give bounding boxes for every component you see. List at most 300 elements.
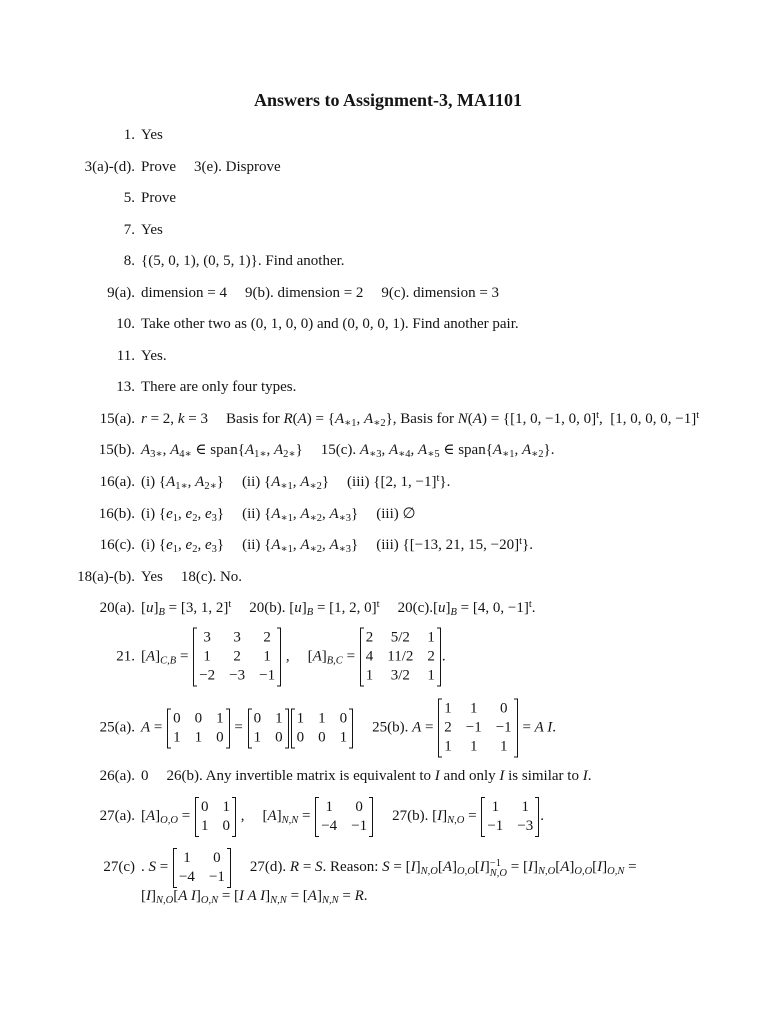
answer-label: 16(a). — [99, 474, 135, 490]
superscript: t — [376, 599, 380, 610]
math-text: ∈ span{ — [439, 442, 493, 458]
math-italic: S — [315, 859, 323, 876]
answer-part — [242, 537, 358, 553]
math-italic: A — [418, 442, 428, 458]
answer-label: 25(a). — [99, 719, 135, 736]
superscript: t — [528, 599, 532, 610]
answer-part — [141, 506, 224, 522]
answer-label: 10. — [116, 316, 135, 332]
answer-row — [20, 599, 536, 617]
math-text: is similar to — [504, 768, 583, 784]
matrix-cell: 0 — [339, 710, 348, 726]
matrix — [173, 848, 231, 888]
subscript: ∗2 — [309, 544, 322, 555]
math-text: , — [514, 442, 522, 458]
answer-part — [141, 569, 163, 585]
subscript: ∗2 — [531, 449, 544, 460]
math-italic: A — [141, 719, 151, 736]
matrix-cell: 5/2 — [390, 629, 410, 646]
math-text: 18(c). No. — [180, 569, 243, 585]
matrix-cell: −2 — [199, 667, 216, 684]
math-italic: I — [410, 859, 416, 876]
answer-row — [20, 797, 544, 837]
matrix-cell: 11/2 — [387, 648, 414, 665]
math-italic: e — [185, 506, 193, 522]
answer-body — [141, 628, 446, 687]
subscript: 4∗ — [179, 449, 192, 460]
math-text: }. — [522, 537, 533, 553]
matrix-cells — [197, 628, 277, 687]
math-italic: A — [359, 442, 370, 458]
math-text: [ — [437, 859, 443, 876]
math-text: There are only four types. — [141, 379, 297, 395]
answer-part — [321, 442, 555, 458]
math-text: [ — [592, 859, 598, 876]
math-italic: A I — [534, 719, 553, 736]
matrix-cell: 1 — [200, 818, 209, 834]
math-text: = [ — [218, 888, 240, 904]
answer-part — [141, 159, 176, 175]
matrix-cell: 3 — [203, 629, 211, 646]
math-text: , — [178, 506, 186, 522]
math-text: [ — [555, 859, 561, 876]
matrix-cell: 2 — [427, 648, 435, 665]
math-text: = — [156, 859, 172, 876]
math-italic: A — [271, 474, 281, 490]
matrix-cell: 0 — [194, 710, 203, 726]
answer-row — [20, 410, 699, 428]
superscript: t — [228, 599, 232, 610]
math-text: ∈ span{ — [191, 442, 245, 458]
answer-part — [141, 190, 176, 206]
answer-row — [20, 221, 163, 239]
answer-label: 13. — [116, 379, 135, 395]
matrix-cell: 2 — [263, 629, 271, 646]
subscript: 1∗ — [254, 449, 267, 460]
math-text: } — [351, 506, 359, 522]
subscript: B,C — [326, 655, 343, 667]
math-text: Basis for — [225, 411, 284, 427]
subscript: O,O — [160, 815, 178, 827]
subscript: B — [306, 607, 314, 618]
math-text: = [ — [286, 888, 308, 904]
math-text: [ — [141, 808, 146, 825]
math-italic: A — [141, 442, 151, 458]
answer-label: 26(a). — [99, 768, 135, 784]
answer-part — [141, 799, 245, 834]
answer-label: 11. — [116, 348, 135, 364]
subscript: B — [450, 607, 457, 618]
matrix-cells — [295, 708, 350, 748]
math-italic: A — [300, 537, 310, 553]
matrix-cell: −1 — [487, 818, 504, 834]
math-text: ] — [195, 888, 201, 904]
math-italic: A — [388, 442, 399, 458]
matrix-cell: 1 — [365, 667, 374, 684]
math-italic: I — [597, 859, 603, 876]
math-text: } — [216, 537, 225, 553]
math-text: ] — [415, 859, 421, 876]
answer-row — [20, 126, 163, 144]
page-title: Answers to Assignment-3, MA1101 — [254, 90, 522, 110]
math-text: Prove — [141, 190, 176, 206]
answer-label: 21. — [116, 648, 135, 665]
matrix-cell: 1 — [222, 799, 230, 815]
math-text: ( — [292, 411, 298, 427]
math-italic: A — [307, 888, 317, 904]
subscript: N,O — [537, 866, 556, 878]
answer-body — [141, 536, 533, 554]
answer-body — [141, 126, 163, 144]
subscript: 2 — [192, 544, 198, 555]
matrix-cell: 1 — [194, 729, 203, 745]
math-italic: A — [146, 648, 156, 665]
subscript: B — [158, 607, 165, 618]
matrix-cell: 1 — [216, 710, 224, 726]
subscript: ∗3 — [369, 449, 382, 460]
math-text: . — [141, 859, 149, 876]
math-text: 27(b). [ — [392, 808, 438, 825]
sup-sub-pair — [490, 859, 507, 879]
math-text: [ — [141, 600, 146, 616]
math-text: } — [216, 474, 224, 490]
matrix — [360, 628, 441, 687]
math-italic: A I — [178, 888, 196, 904]
matrix-cell: 1 — [339, 729, 348, 745]
math-italic: u — [146, 600, 154, 616]
math-italic: e — [166, 506, 173, 522]
matrix-cell: −4 — [178, 869, 195, 885]
math-text: ( — [467, 411, 473, 427]
subscript: ∗1 — [280, 544, 293, 555]
math-text: , — [266, 442, 274, 458]
math-text: } — [351, 537, 359, 553]
math-text: }. — [543, 442, 555, 458]
superscript: −1 — [489, 858, 501, 870]
math-italic: I — [434, 768, 440, 784]
bracket-right — [227, 848, 231, 888]
matrix-cells — [252, 708, 285, 748]
math-text: 27(d). — [249, 859, 290, 876]
math-text: = [ — [507, 859, 528, 876]
math-text: , — [282, 648, 290, 665]
math-text: ] — [451, 859, 457, 876]
math-text: Yes — [141, 222, 163, 238]
answer-part — [141, 411, 208, 427]
subscript: ∗2 — [309, 513, 322, 524]
answer-part — [141, 710, 354, 745]
answer-row — [20, 284, 499, 302]
answer-part — [141, 768, 149, 784]
math-text: , — [197, 537, 205, 553]
math-text: = — [518, 719, 535, 736]
matrix-cell: 1 — [444, 700, 452, 717]
math-italic: A — [412, 719, 422, 736]
subscript: 1 — [172, 544, 179, 555]
math-text: (iii) ∅ — [376, 506, 416, 522]
math-italic: I — [479, 859, 485, 876]
math-text: }. — [439, 474, 451, 490]
answer-label: 27(c) — [103, 859, 135, 876]
math-text: ] — [321, 648, 327, 665]
math-text: 0 — [141, 768, 149, 784]
matrix-cell: 1 — [318, 710, 326, 726]
math-text: ] — [276, 808, 282, 825]
math-italic: I — [499, 768, 505, 784]
math-text: . — [531, 600, 536, 616]
math-text: = [1, 2, 0] — [313, 600, 377, 616]
answer-part — [141, 629, 290, 684]
math-text: 20(c).[ — [397, 600, 438, 616]
superscript: t — [596, 410, 599, 421]
math-text: = 3 — [184, 411, 208, 427]
matrix-cell: 1 — [296, 710, 305, 726]
math-text: = — [338, 888, 355, 904]
answer-body — [141, 347, 167, 365]
math-text: Prove — [141, 159, 176, 175]
answer-body — [141, 410, 699, 428]
answer-row — [20, 505, 416, 523]
answer-label: 8. — [123, 253, 135, 269]
answer-body — [141, 848, 637, 888]
math-italic: A — [492, 442, 503, 458]
subscript: O,O — [456, 866, 475, 878]
matrix — [248, 708, 289, 748]
math-text: ] — [155, 808, 161, 825]
matrix-cell: 4 — [365, 648, 374, 665]
answer-part — [141, 537, 224, 553]
math-italic: A — [146, 808, 156, 825]
answer-label: 3(a)-(d). — [84, 159, 135, 175]
answer-part — [242, 506, 358, 522]
answer-body — [141, 887, 367, 905]
answer-body — [141, 767, 591, 785]
math-text: ] — [151, 888, 156, 904]
answer-row — [20, 189, 176, 207]
answer-part — [376, 537, 533, 553]
answer-label: 18(a)-(b). — [77, 569, 135, 585]
matrix-cell: 0 — [173, 710, 181, 726]
math-text: = 2, — [146, 411, 178, 427]
matrix-cell: 2 — [233, 648, 241, 665]
matrix-cell: 1 — [469, 738, 478, 755]
math-text: = [ — [389, 859, 411, 876]
answer-label: 7. — [123, 222, 135, 238]
math-text: 26(b). Any invertible matrix is equivalent to — [166, 768, 435, 784]
matrix-cell: 0 — [200, 799, 209, 815]
matrix-cell: 3/2 — [390, 667, 410, 684]
matrix-cell: 1 — [444, 738, 452, 755]
math-text: ] — [569, 859, 575, 876]
math-text: ] — [155, 648, 161, 665]
answer-body — [141, 505, 416, 523]
math-italic: A — [521, 442, 532, 458]
answer-row — [20, 568, 242, 586]
matrix-cell: 1 — [275, 710, 283, 726]
answer-part — [226, 411, 699, 427]
subscript: N,O — [156, 895, 174, 906]
math-italic: r — [141, 411, 147, 427]
subscript: O,O — [574, 866, 593, 878]
math-text: } — [295, 442, 303, 458]
answer-body — [141, 252, 345, 270]
subscript: 3 — [211, 544, 217, 555]
answer-body — [141, 699, 556, 758]
matrix-cell: 1 — [499, 738, 508, 755]
math-text: ] — [301, 600, 307, 616]
subscript: ∗3 — [338, 544, 352, 555]
answer-row — [20, 536, 533, 554]
answer-part — [141, 285, 227, 301]
subscript: ∗3 — [338, 513, 352, 524]
matrix-cell: −3 — [517, 818, 534, 834]
math-text: 9(c). dimension = 3 — [381, 285, 500, 301]
bracket-right — [535, 797, 539, 837]
subscript: N,O — [489, 868, 507, 880]
matrix-cell: 0 — [222, 818, 230, 834]
math-italic: A — [195, 474, 205, 490]
matrix — [167, 708, 230, 748]
bracket-right — [437, 628, 441, 687]
math-text: , — [381, 442, 389, 458]
answer-row-continued — [20, 887, 367, 905]
math-text: ) = {[1, 0, −1, 0, 0] — [481, 411, 597, 427]
matrix-cell: 1 — [491, 799, 500, 815]
matrix-cells — [364, 628, 437, 687]
matrix-cell: −3 — [229, 667, 246, 684]
math-text: , — [236, 808, 245, 825]
math-italic: R — [283, 411, 293, 427]
answer-part — [141, 600, 231, 616]
answer-part — [307, 629, 446, 684]
matrix-cell: −1 — [495, 719, 512, 736]
math-text: ] — [484, 859, 490, 876]
bracket-right — [285, 708, 289, 748]
subscript: 2 — [192, 513, 198, 524]
math-text: ] — [445, 600, 451, 616]
answer-row — [20, 628, 446, 687]
math-text: ] — [316, 888, 322, 904]
matrix-cell: 1 — [253, 729, 262, 745]
math-italic: A — [560, 859, 570, 876]
answer-row — [20, 699, 556, 758]
subscript: O,N — [200, 895, 219, 906]
math-text: . — [540, 808, 545, 825]
math-text: ) = { — [306, 411, 335, 427]
math-text: (i) { — [141, 506, 167, 522]
math-text: = [3, 1, 2] — [164, 600, 229, 616]
math-italic: A — [312, 648, 322, 665]
math-text: = — [624, 859, 637, 876]
math-text: , — [356, 411, 365, 427]
math-italic: A — [442, 859, 452, 876]
matrix — [315, 797, 373, 837]
math-italic: I A I — [239, 888, 266, 904]
bracket-right — [226, 708, 230, 748]
answer-body — [141, 284, 499, 302]
math-italic: S — [382, 859, 390, 876]
math-italic: A — [334, 411, 345, 427]
math-italic: N — [457, 411, 468, 427]
math-text: {(5, 0, 1), (0, 5, 1)}. Find another. — [141, 253, 345, 269]
math-italic: e — [204, 537, 212, 553]
math-text: , — [410, 442, 419, 458]
math-text: 25(b). — [372, 719, 413, 736]
answer-row — [20, 441, 555, 459]
math-text: } — [321, 474, 330, 490]
math-text: . — [552, 719, 557, 736]
math-text: = — [299, 859, 316, 876]
subscript: N,N — [321, 895, 339, 906]
subscript: ∗4 — [398, 449, 411, 460]
math-italic: A — [271, 537, 281, 553]
answer-part — [141, 253, 345, 269]
math-text: } — [216, 506, 225, 522]
math-italic: A — [170, 442, 180, 458]
subscript: N,O — [420, 866, 438, 878]
math-italic: I — [582, 768, 588, 784]
math-italic: A — [271, 506, 281, 522]
math-italic: I — [527, 859, 533, 876]
answer-body — [141, 189, 176, 207]
math-text: 9(b). dimension = 2 — [244, 285, 364, 301]
subscript: 3∗ — [150, 449, 163, 460]
answer-row — [20, 378, 296, 396]
math-text: . — [363, 888, 368, 904]
answer-part — [181, 569, 242, 585]
math-text: . — [587, 768, 592, 784]
math-italic: A — [267, 808, 277, 825]
answer-body — [141, 441, 555, 459]
math-text: = — [298, 808, 315, 825]
math-text: . — [441, 648, 446, 665]
answer-part — [376, 506, 415, 522]
math-italic: e — [166, 537, 173, 553]
math-italic: R — [354, 888, 364, 904]
subscript: O,N — [607, 866, 625, 878]
bracket-right — [349, 708, 353, 748]
math-italic: R — [289, 859, 300, 876]
answer-body — [141, 599, 536, 617]
subscript: ∗2 — [309, 481, 322, 492]
answer-part — [398, 600, 536, 616]
math-text: = — [464, 808, 481, 825]
matrix-cell: −1 — [208, 869, 225, 885]
answer-label: 16(b). — [98, 506, 135, 522]
math-text: , — [187, 474, 196, 490]
answer-part — [141, 379, 296, 395]
math-italic: A — [166, 474, 176, 490]
answer-part — [245, 285, 363, 301]
answer-label: 15(a). — [99, 411, 135, 427]
matrix — [438, 699, 517, 758]
matrix-cell: 0 — [213, 850, 221, 866]
answer-label: 20(a). — [99, 600, 135, 616]
subscript: N,N — [270, 895, 287, 906]
matrix-cell: 1 — [325, 799, 333, 815]
math-text: = — [342, 648, 359, 665]
math-italic: u — [438, 600, 446, 616]
math-italic: A — [329, 506, 339, 522]
matrix — [193, 628, 281, 687]
math-italic: I — [437, 808, 443, 825]
subscript: 3 — [211, 513, 217, 524]
math-text: ] — [442, 808, 448, 825]
answer-part — [141, 348, 167, 364]
answer-part — [372, 700, 557, 755]
subscript: ∗1 — [280, 481, 293, 492]
answer-body — [141, 568, 242, 586]
